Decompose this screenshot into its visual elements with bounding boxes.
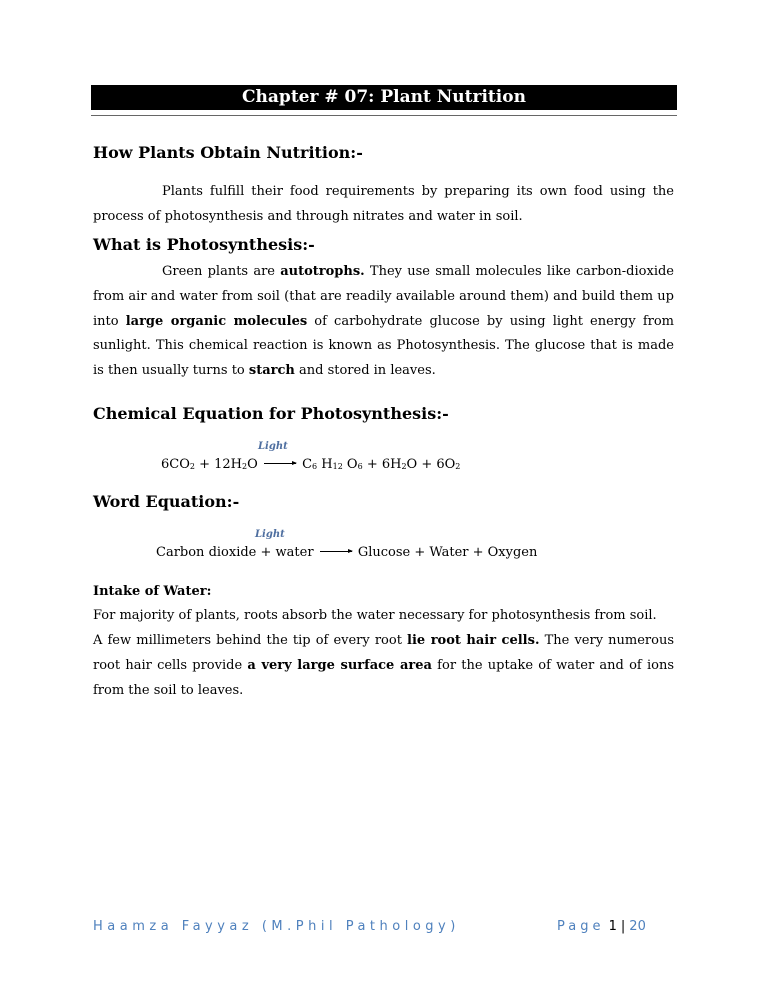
term-autotrophs: autotrophs. <box>280 264 365 279</box>
term-root-hair-cells: lie root hair cells. <box>407 633 540 648</box>
chapter-title: Chapter # 07: Plant Nutrition <box>91 85 677 110</box>
term-surface-area: a very large surface area <box>247 657 432 673</box>
footer-page-number: Page 1 | 20 <box>557 919 646 934</box>
heading-chemical-equation: Chemical Equation for Photosynthesis:- <box>93 404 449 423</box>
paragraph-intake-water: A few millimeters behind the tip of every root lie root hair cells. The very numerous root hair cells provide a very large surface area for the uptake of water and of ions from the soil to leaves. <box>93 633 674 698</box>
reaction-arrow-icon <box>320 551 352 552</box>
heading-intake-of-water: Intake of Water: <box>93 584 212 599</box>
paragraph-obtain-nutrition: Plants fulfill their food requirements by preparing its own food using the process of photosynthesis and through nitrates and water in soil. <box>93 184 674 224</box>
light-label: Light <box>255 529 285 540</box>
footer-author: Haamza Fayyaz (M.Phil Pathology) <box>93 919 460 934</box>
paragraph-photosynthesis: Green plants are autotrophs. They use small molecules like carbon-dioxide from air and water from soil (that are readily available around them) and build them up into large organic molecules of carbohydrate glucose by using light energy from sunlight. This chemical reaction is known as Photosynthesis. The glucose that is made is then usually turns to starch and stored in leaves. <box>93 264 674 379</box>
title-divider <box>91 115 677 116</box>
light-label: Light <box>258 441 288 452</box>
reaction-arrow-icon <box>264 463 296 464</box>
heading-word-equation: Word Equation:- <box>93 492 240 511</box>
term-large-organic-molecules: large organic molecules <box>125 313 308 329</box>
heading-what-is-photosynthesis: What is Photosynthesis:- <box>93 235 315 254</box>
paragraph-intake-line1: For majority of plants, roots absorb the water necessary for photosynthesis from soil. <box>93 608 657 623</box>
heading-how-plants-obtain-nutrition: How Plants Obtain Nutrition:- <box>93 143 363 162</box>
word-equation: Carbon dioxide + water Glucose + Water + Oxygen <box>156 545 538 560</box>
term-starch: starch <box>248 363 295 379</box>
chemical-equation: $6CO_2 + 12H_2O$ $C_6$ $H_{12}$ $O_6 + 6H_2O + 6O_2$ <box>161 457 461 472</box>
